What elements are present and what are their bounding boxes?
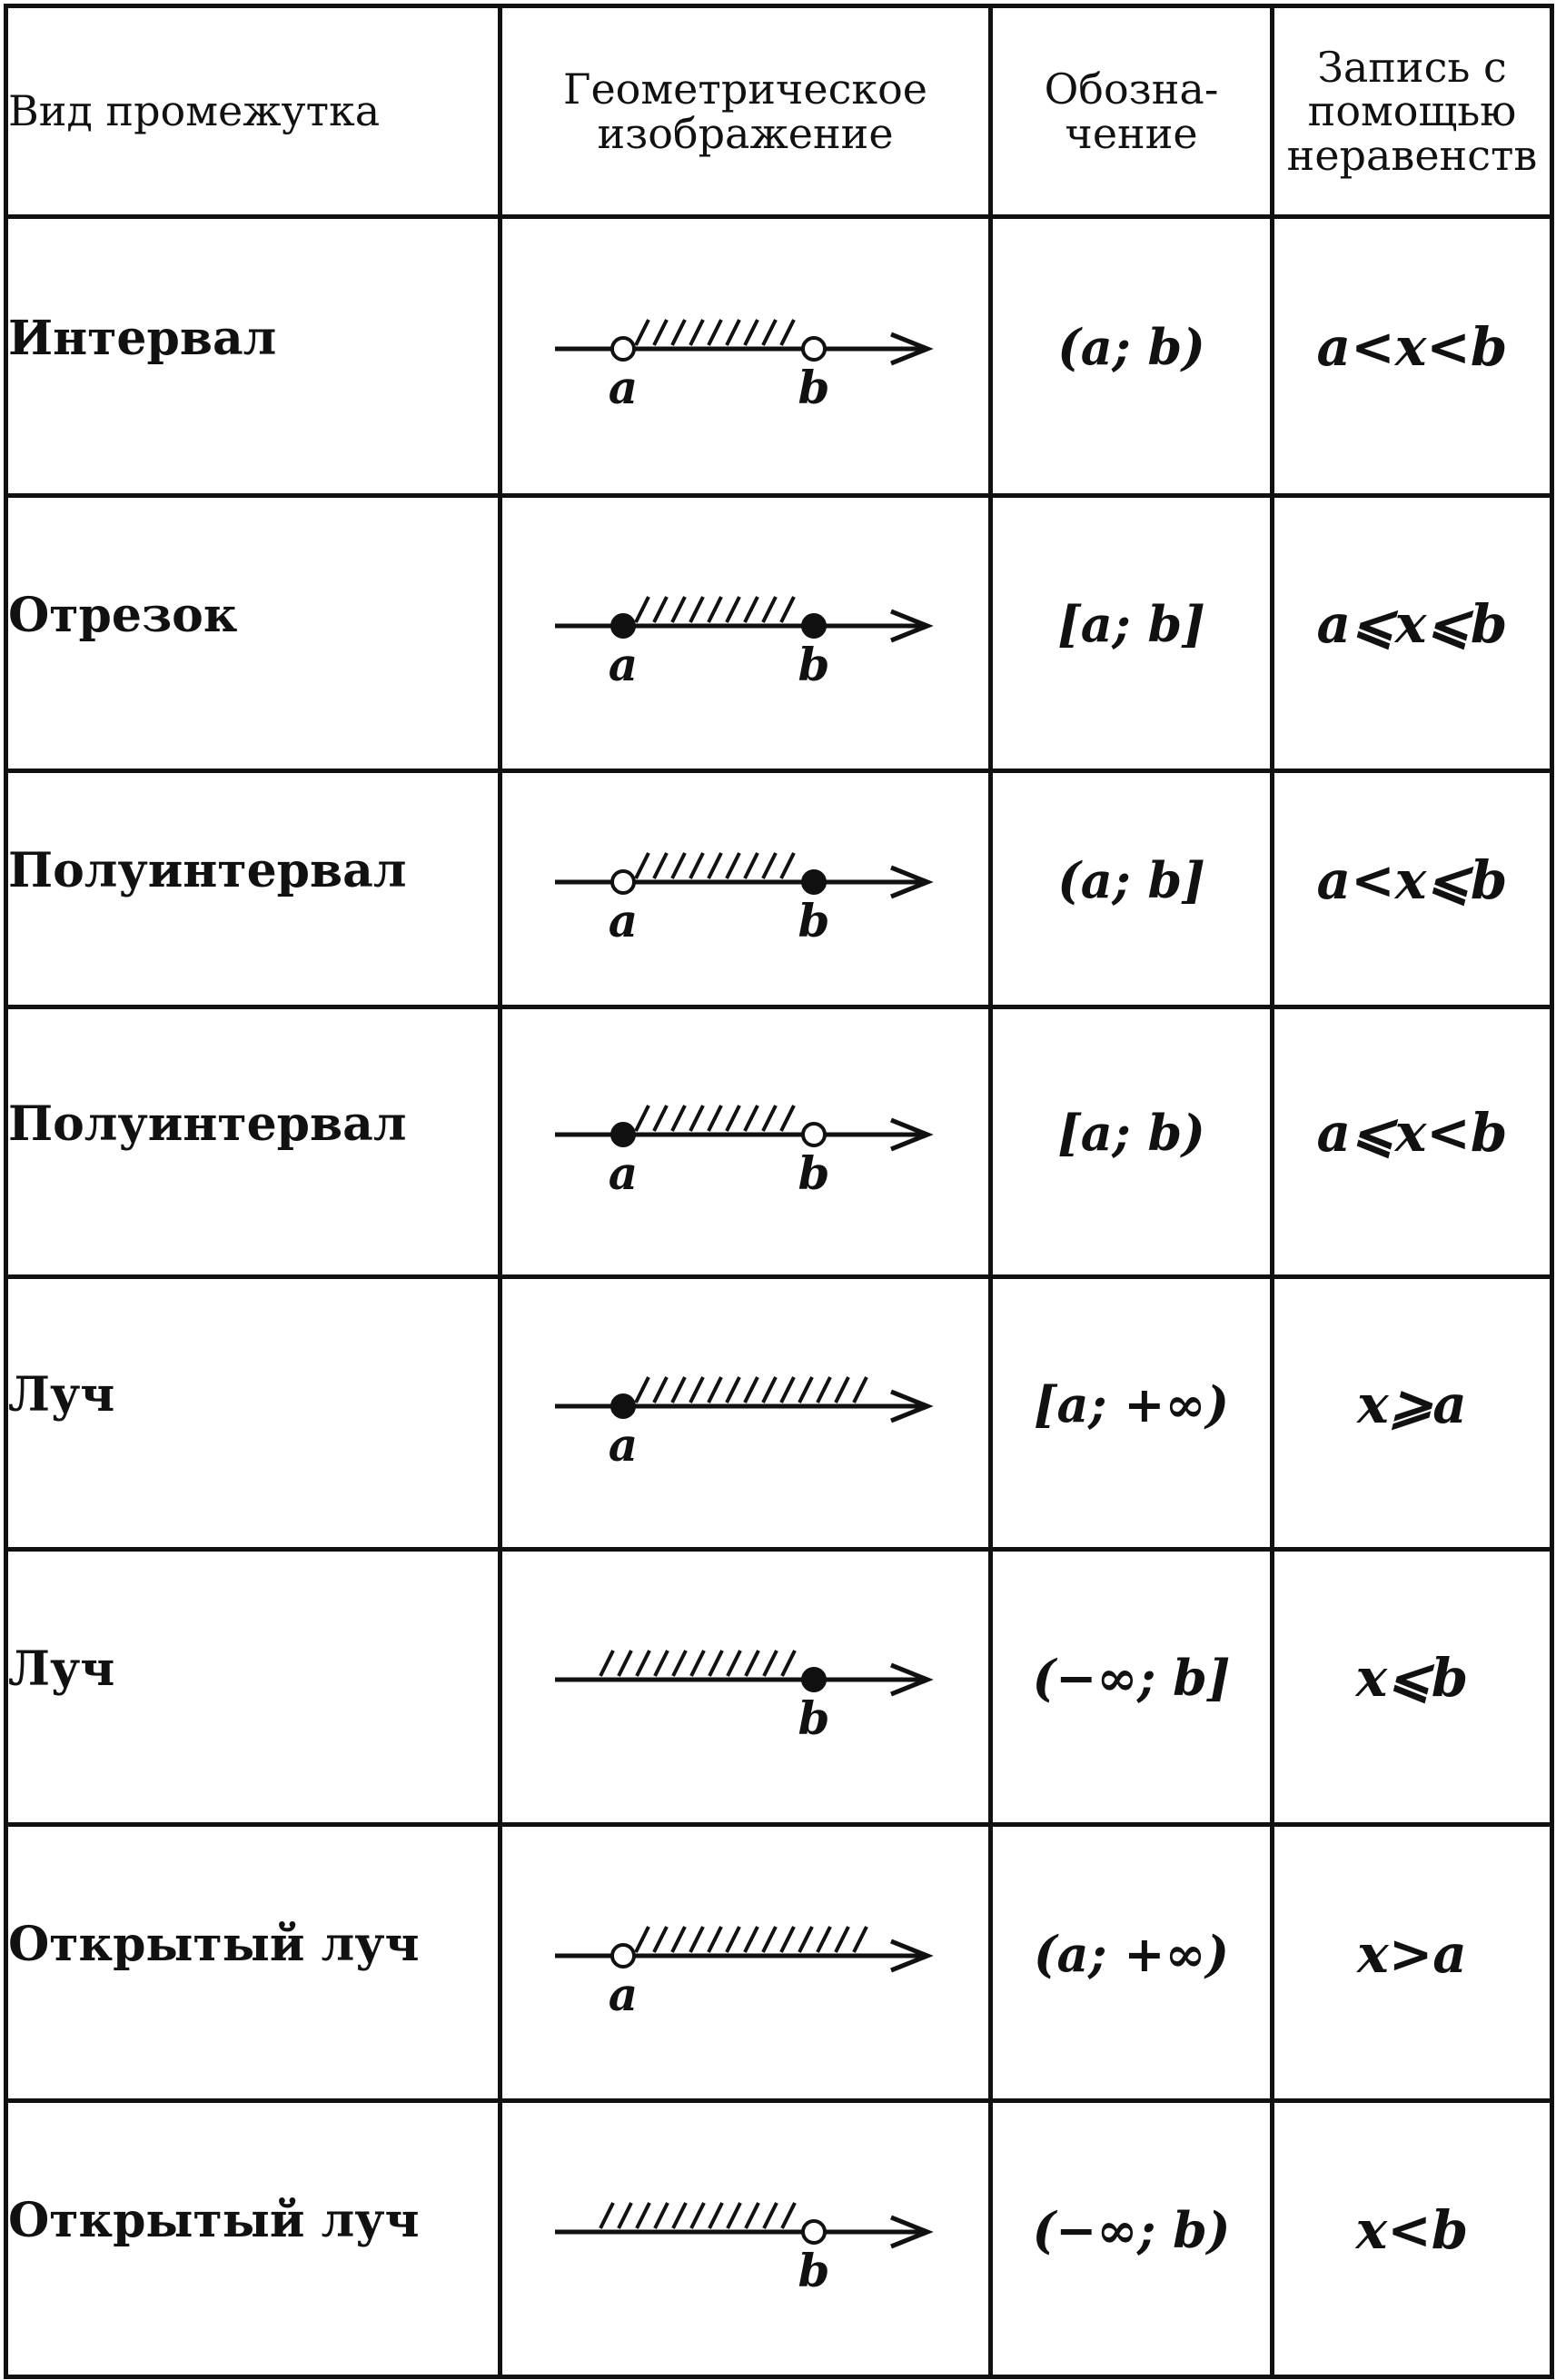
inequality-cell: [1273, 496, 1552, 771]
hatch-mark: [745, 320, 758, 345]
hatch-mark: [763, 1377, 776, 1403]
number-line-cell: [500, 1550, 991, 1825]
number-line-diagram: [546, 1350, 946, 1477]
hatch-mark: [763, 1927, 776, 1952]
interval-name: Луч: [8, 1367, 115, 1423]
number-line-diagram: [546, 1078, 946, 1205]
hatch-mark: [690, 1106, 703, 1131]
notation-text: [a; b): [1057, 1104, 1205, 1162]
interval-name-cell: [6, 2101, 500, 2377]
hatch-mark: [672, 597, 685, 622]
open-point: [612, 871, 634, 893]
inequality-cell: [1273, 771, 1552, 1007]
number-line-cell: [500, 771, 991, 1007]
closed-point: [612, 1395, 634, 1417]
inequality-text: x<b: [1355, 2198, 1469, 2261]
number-line-cell: [500, 1825, 991, 2101]
interval-name: Полуинтервал: [8, 843, 407, 898]
inequality-text: a<x<b: [1316, 316, 1508, 378]
header-inequality-line-1: Запись с: [1317, 43, 1507, 93]
endpoint-label: a: [608, 893, 638, 947]
hatch-mark: [709, 1377, 721, 1403]
hatch-mark: [763, 320, 776, 345]
interval-name-cell: [6, 1007, 500, 1277]
inequality-cell: [1273, 217, 1552, 496]
hatch-mark: [764, 2203, 777, 2228]
hatch-mark: [709, 1651, 722, 1676]
inequality-cell: [1273, 1277, 1552, 1550]
hatch-mark: [636, 853, 649, 878]
header-inequality: [1273, 6, 1552, 217]
inequality-cell: [1273, 2101, 1552, 2377]
notation-text: (a; b]: [1057, 850, 1205, 909]
number-line-cell: [500, 496, 991, 771]
header-notation-line-2: чение: [1065, 108, 1198, 158]
hatch-mark: [781, 1377, 794, 1403]
hatch-mark: [818, 1377, 830, 1403]
notation-cell: [991, 2101, 1273, 2377]
number-line-diagram: [546, 570, 946, 697]
hatch-mark: [745, 1106, 758, 1131]
notation-cell: [991, 496, 1273, 771]
header-row: [6, 6, 1552, 217]
inequality-cell: [1273, 1007, 1552, 1277]
inequality-text: x⩽b: [1355, 1647, 1469, 1709]
hatch-mark: [746, 1651, 758, 1676]
hatch-mark: [728, 1651, 740, 1676]
hatch-mark: [654, 1377, 667, 1403]
number-line-diagram: [546, 1623, 946, 1750]
closed-point: [612, 615, 634, 637]
header-inequality-line-3: неравенств: [1286, 130, 1538, 180]
notation-cell: [991, 1825, 1273, 2101]
inequality-cell: [1273, 1825, 1552, 2101]
hatch-mark: [728, 2203, 740, 2228]
hatch-mark: [836, 1927, 848, 1952]
hatch-mark: [781, 1927, 794, 1952]
endpoint-label: b: [798, 361, 829, 414]
interval-name: Открытый луч: [8, 1917, 420, 1972]
hatch-mark: [673, 1651, 686, 1676]
closed-point: [803, 871, 825, 893]
table-row: [6, 2101, 1552, 2377]
number-line-diagram: [546, 1899, 946, 2027]
table-row: [6, 1007, 1552, 1277]
notation-cell: [991, 1550, 1273, 1825]
hatch-mark: [709, 853, 721, 878]
hatch-mark: [690, 1927, 703, 1952]
hatch-mark: [600, 1651, 613, 1676]
inequality-cell: [1273, 1550, 1552, 1825]
number-line-cell: [500, 2101, 991, 2377]
hatch-mark: [709, 1106, 721, 1131]
hatch-mark: [654, 853, 667, 878]
hatch-mark: [654, 1927, 667, 1952]
hatch-mark: [690, 853, 703, 878]
number-line-cell: [500, 217, 991, 496]
hatch-mark: [600, 2203, 613, 2228]
hatch-mark: [655, 1651, 668, 1676]
inequality-text: a<x⩽b: [1316, 848, 1508, 911]
notation-cell: [991, 771, 1273, 1007]
hatch-mark: [836, 1377, 848, 1403]
interval-name: Луч: [8, 1641, 115, 1697]
hatch-mark: [690, 1377, 703, 1403]
hatch-mark: [781, 1106, 794, 1131]
open-point: [612, 338, 634, 360]
hatch-mark: [745, 853, 758, 878]
hatch-mark: [690, 597, 703, 622]
table-row: [6, 1277, 1552, 1550]
hatch-mark: [673, 2203, 686, 2228]
hatch-mark: [709, 1927, 721, 1952]
open-point: [803, 338, 825, 360]
hatch-mark: [654, 320, 667, 345]
endpoint-label: a: [608, 1146, 638, 1200]
number-line-cell: [500, 1277, 991, 1550]
interval-name-cell: [6, 1550, 500, 1825]
notation-cell: [991, 1277, 1273, 1550]
inequality-text: a⩽x<b: [1316, 1102, 1508, 1164]
hatch-mark: [654, 1106, 667, 1131]
hatch-mark: [672, 1106, 685, 1131]
hatch-mark: [709, 2203, 722, 2228]
interval-name-cell: [6, 1277, 500, 1550]
hatch-mark: [763, 1106, 776, 1131]
hatch-mark: [727, 597, 739, 622]
interval-name: Отрезок: [8, 587, 238, 643]
hatch-mark: [619, 1651, 631, 1676]
hatch-mark: [636, 1377, 649, 1403]
hatch-mark: [637, 1651, 649, 1676]
table-row: [6, 496, 1552, 771]
endpoint-label: b: [798, 1691, 829, 1745]
header-inequality-line-2: помощью: [1307, 86, 1517, 136]
endpoint-label: b: [798, 638, 829, 691]
hatch-mark: [636, 1106, 649, 1131]
interval-name: Открытый луч: [8, 2193, 420, 2248]
inequality-text: a⩽x⩽b: [1316, 593, 1508, 655]
hatch-mark: [818, 1927, 830, 1952]
open-point: [612, 1945, 634, 1967]
interval-name-cell: [6, 771, 500, 1007]
header-type: [6, 6, 500, 217]
header-geometric-line-2: изображение: [597, 108, 894, 158]
notation-text: (−∞; b): [1032, 2200, 1231, 2259]
closed-point: [803, 615, 825, 637]
hatch-mark: [745, 597, 758, 622]
interval-name-cell: [6, 496, 500, 771]
hatch-mark: [691, 1651, 704, 1676]
notation-text: [a; +∞): [1033, 1374, 1230, 1433]
header-type-text: Вид промежутка: [8, 86, 381, 136]
hatch-mark: [799, 1927, 812, 1952]
hatch-mark: [782, 1651, 795, 1676]
hatch-mark: [727, 320, 739, 345]
closed-point: [803, 1669, 825, 1691]
header-geometric: [500, 6, 991, 217]
hatch-mark: [709, 597, 721, 622]
hatch-mark: [745, 1377, 758, 1403]
hatch-mark: [763, 597, 776, 622]
hatch-mark: [782, 2203, 795, 2228]
hatch-mark: [727, 1377, 739, 1403]
notation-text: [a; b]: [1057, 595, 1205, 653]
hatch-mark: [745, 1927, 758, 1952]
hatch-mark: [672, 1927, 685, 1952]
interval-name-cell: [6, 217, 500, 496]
hatch-mark: [709, 320, 721, 345]
notation-text: (a; b): [1057, 318, 1205, 376]
table-row: [6, 1825, 1552, 2101]
interval-name: Интервал: [8, 310, 277, 366]
hatch-mark: [672, 320, 685, 345]
notation-cell: [991, 1007, 1273, 1277]
hatch-mark: [727, 853, 739, 878]
hatch-mark: [727, 1106, 739, 1131]
hatch-mark: [672, 853, 685, 878]
hatch-mark: [746, 2203, 758, 2228]
hatch-mark: [690, 320, 703, 345]
endpoint-label: b: [798, 2243, 829, 2297]
number-line-diagram: [546, 826, 946, 953]
hatch-mark: [799, 1377, 812, 1403]
interval-name-cell: [6, 1825, 500, 2101]
endpoint-label: a: [608, 1417, 638, 1472]
endpoint-label: a: [608, 1967, 638, 2021]
intervals-table: [4, 4, 1554, 2379]
endpoint-label: a: [608, 638, 638, 691]
hatch-mark: [781, 853, 794, 878]
interval-name: Полуинтервал: [8, 1096, 407, 1152]
number-line-diagram: [546, 293, 946, 420]
hatch-mark: [691, 2203, 704, 2228]
inequality-text: x⩾a: [1357, 1373, 1467, 1435]
endpoint-label: a: [608, 361, 638, 414]
open-point: [803, 2221, 825, 2243]
hatch-mark: [637, 2203, 649, 2228]
header-notation-line-1: Обозна-: [1044, 64, 1219, 114]
hatch-mark: [655, 2203, 668, 2228]
open-point: [803, 1124, 825, 1145]
table-row: [6, 1550, 1552, 1825]
closed-point: [612, 1124, 634, 1145]
header-geometric-line-1: Геометрическое: [563, 64, 927, 114]
hatch-mark: [619, 2203, 631, 2228]
hatch-mark: [781, 320, 794, 345]
endpoint-label: b: [798, 893, 829, 947]
notation-text: (a; +∞): [1033, 1924, 1230, 1983]
hatch-mark: [636, 1927, 649, 1952]
table-row: [6, 217, 1552, 496]
hatch-mark: [764, 1651, 777, 1676]
hatch-mark: [854, 1377, 867, 1403]
hatch-mark: [654, 597, 667, 622]
number-line-diagram: [546, 2176, 946, 2303]
hatch-mark: [854, 1927, 867, 1952]
hatch-mark: [636, 597, 649, 622]
hatch-mark: [636, 320, 649, 345]
hatch-mark: [763, 853, 776, 878]
notation-text: (−∞; b]: [1032, 1649, 1231, 1707]
header-notation: [991, 6, 1273, 217]
hatch-mark: [672, 1377, 685, 1403]
inequality-text: x>a: [1357, 1922, 1467, 1985]
number-line-cell: [500, 1007, 991, 1277]
hatch-mark: [781, 597, 794, 622]
table-row: [6, 771, 1552, 1007]
endpoint-label: b: [798, 1146, 829, 1200]
hatch-mark: [727, 1927, 739, 1952]
notation-cell: [991, 217, 1273, 496]
